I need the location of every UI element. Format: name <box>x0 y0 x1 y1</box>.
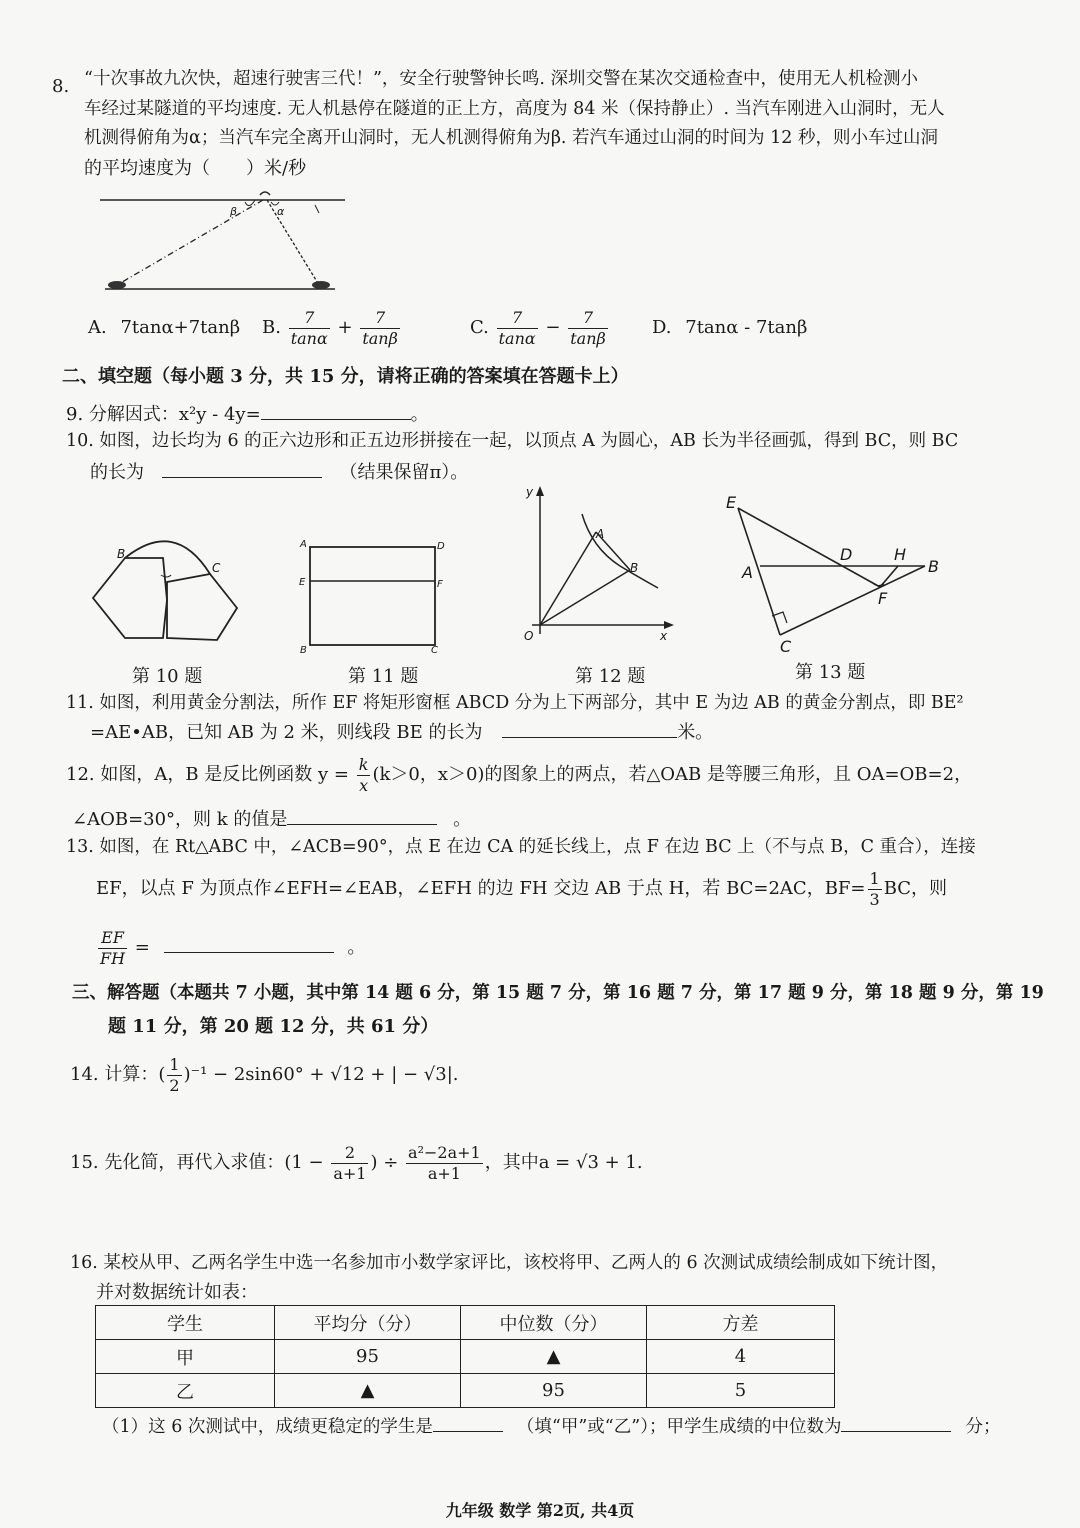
q8-drone-figure <box>95 185 355 300</box>
q8-line4: 的平均速度为（ ）米/秒 <box>84 158 307 179</box>
q13-fraction: $\frac{1}{3}$ <box>869 868 880 909</box>
fig11-label-d: D <box>437 541 445 552</box>
fig12-label-a: A <box>596 527 605 541</box>
option-c-frac1: $\frac{7}{\tan\alpha}$ <box>498 307 536 348</box>
q8-line1: “十次事故九次快，超速行驶害三代！”，安全行驶警钟长鸣. 深圳交警在某次交通检查中，使用无人机检测小 <box>84 69 919 89</box>
q13-answer-end: 。 <box>347 937 366 958</box>
q8-line3: 机测得俯角为α；当汽车完全离开山洞时，无人机测得俯角为β. 若汽车通过山洞的时间为 12 秒，则小车过山洞 <box>84 128 938 148</box>
option-b-op: + <box>337 317 353 338</box>
sight-line-beta <box>117 200 263 285</box>
section2-title: 二、填空题（每小题 3 分，共 15 分，请将正确的答案填在答题卡上） <box>62 366 629 387</box>
figure-13 <box>720 490 950 655</box>
figure-10 <box>85 530 255 655</box>
q16-sub1-pre: （1）这 6 次测试中，成绩更稳定的学生是 <box>102 1417 433 1437</box>
fig13-label-d: D <box>840 545 853 564</box>
table-cell: 乙 <box>96 1374 275 1408</box>
fig11-label-a: A <box>300 539 307 550</box>
q12-line2-pre: ∠AOB=30°，则 k 的值是 <box>72 809 288 830</box>
q13-answer-fraction: $\frac{EF}{FH}$ <box>100 927 126 968</box>
q15-fraction2: $\frac{\text{a²−2a+1}}{a+1}$ <box>408 1142 481 1183</box>
q11-line1: 11. 如图，利用黄金分割法，所作 EF 将矩形窗框 ABCD 分为上下两部分，其中 E 为边 AB 的黄金分割点，即 BE² <box>66 693 964 713</box>
fig13-label-b: B <box>928 557 939 576</box>
figure-12-caption: 第 12 题 <box>575 666 646 687</box>
rectangle-abcd <box>310 547 435 645</box>
q8-option-a <box>88 313 240 343</box>
fig12-label-b: B <box>630 561 639 575</box>
figure-11-caption: 第 11 题 <box>348 666 419 687</box>
car-left-icon <box>108 281 126 289</box>
pentagon-shape <box>167 574 237 640</box>
q13-answer-line <box>96 925 365 971</box>
option-b-label: B. <box>262 317 281 338</box>
q10-line2-post: （结果保留π）。 <box>339 462 469 483</box>
page-footer: 九年级 数学 第2页, 共4页 <box>445 1501 635 1520</box>
q8-number: 8. <box>52 76 70 97</box>
q8-line2: 车经过某隧道的平均速度. 无人机悬停在隧道的正上方，高度为 84 米（保持静止）. 当汽车刚进入山洞时，无人 <box>84 99 945 119</box>
q16-sub1-post: 分； <box>965 1417 1001 1437</box>
sight-line-alpha <box>267 200 319 285</box>
tunnel-mark-icon <box>315 205 319 213</box>
q15-mid: ) ÷ <box>370 1152 399 1173</box>
q14-post: )⁻¹ − 2sin60° + √12 + | − √3|. <box>183 1064 459 1085</box>
q13-line2-pre: EF，以点 F 为顶点作∠EFH=∠EAB，∠EFH 的边 FH 交边 AB 于点 H，若 BC=2AC，BF= <box>96 878 866 899</box>
table-header-cell: 学生 <box>96 1306 275 1340</box>
q8-option-b <box>262 300 402 355</box>
table-header-cell: 平均分（分） <box>275 1306 461 1340</box>
q12-answer-blank[interactable] <box>287 806 437 825</box>
segment-oa <box>540 532 596 625</box>
q9-answer-blank[interactable] <box>261 401 411 420</box>
q15-post: ，其中a = √3 + 1. <box>484 1152 643 1173</box>
option-c-label: C. <box>470 317 489 338</box>
figure-11 <box>295 535 450 660</box>
fig13-label-f: F <box>878 589 888 608</box>
section3-line2: 题 11 分，第 20 题 12 分，共 61 分） <box>108 1016 439 1037</box>
q16-stats-table <box>95 1305 835 1408</box>
q15-fraction1: $\frac{2}{a+1}$ <box>333 1142 367 1183</box>
q10-line2 <box>90 458 468 488</box>
table-header-cell: 中位数（分） <box>461 1306 647 1340</box>
option-a-text: 7tanα+7tanβ <box>120 317 241 338</box>
option-c-frac2: $\frac{7}{\tan\beta}$ <box>570 307 606 348</box>
q12-line1-pre: 12. 如图，A，B 是反比例函数 y = <box>66 764 349 785</box>
segment-ef <box>738 508 880 587</box>
option-b-frac2: $\frac{7}{\tan\beta}$ <box>362 307 398 348</box>
q9-text: 9. 分解因式：x²y - 4y= <box>66 404 261 425</box>
option-d-label: D. <box>652 317 672 338</box>
option-b-frac1: $\frac{7}{\tan\alpha}$ <box>290 307 328 348</box>
table-row <box>96 1374 835 1408</box>
figure-12 <box>510 482 680 652</box>
option-a-label: A. <box>88 317 107 338</box>
fig13-label-a: A <box>742 563 753 582</box>
q10-answer-blank[interactable] <box>162 459 322 478</box>
q16-sub1 <box>102 1412 1000 1442</box>
q13-line1: 13. 如图，在 Rt△ABC 中，∠ACB=90°，点 E 在边 CA 的延长线上，点 F 在边 BC 上（不与点 B，C 重合），连接 <box>66 837 976 857</box>
figure-10-caption: 第 10 题 <box>132 666 203 687</box>
q9-end: 。 <box>410 404 429 425</box>
table-cell: 95 <box>461 1374 647 1408</box>
segment-cb <box>780 566 925 635</box>
table-header-cell: 方差 <box>647 1306 835 1340</box>
table-row <box>96 1340 835 1374</box>
fig10-label-b: B <box>117 547 126 561</box>
fig13-label-e: E <box>726 493 737 512</box>
q10-line1: 10. 如图，边长均为 6 的正六边形和正五边形拼接在一起，以顶点 A 为圆心，AB 长为半径画弧，得到 BC，则 BC <box>66 431 959 451</box>
table-header-row <box>96 1306 835 1340</box>
fig13-label-c: C <box>780 637 792 655</box>
fig13-label-h: H <box>894 545 907 564</box>
fig10-label-c: C <box>212 561 221 575</box>
fig11-label-b: B <box>300 645 307 656</box>
x-axis-arrow-icon <box>664 621 674 629</box>
fig12-label-o: O <box>524 629 534 643</box>
q11-line2-pre: =AE•AB，已知 AB 为 2 米，则线段 BE 的长为 <box>90 722 483 743</box>
q11-answer-blank[interactable] <box>502 719 677 738</box>
option-c-op: − <box>545 317 561 338</box>
q14-fraction: $\frac{1}{2}$ <box>169 1054 180 1095</box>
label-alpha: α <box>277 205 285 218</box>
q12-line2-post: 。 <box>453 809 472 830</box>
q8-option-c <box>470 300 610 355</box>
table-cell: ▲ <box>461 1340 647 1374</box>
q12-fraction: $\frac{k}{x}$ <box>358 754 369 795</box>
q12-line1-post: (k＞0，x＞0)的图象上的两点，若△OAB 是等腰三角形，且 OA=OB=2， <box>372 764 973 785</box>
y-axis-arrow-icon <box>536 486 544 496</box>
figure-13-caption: 第 13 题 <box>795 662 866 683</box>
q12-line2 <box>72 805 471 835</box>
fig12-label-x: x <box>660 629 668 643</box>
fig11-label-f: F <box>437 579 443 590</box>
angle-arc-beta <box>245 200 255 206</box>
q16-line2: 并对数据统计如表： <box>96 1282 258 1303</box>
section3-line1: 三、解答题（本题共 7 小题，其中第 14 题 6 分，第 15 题 7 分，第 16 题 7 分，第 17 题 9 分，第 18 题 9 分，第 19 <box>72 983 1044 1003</box>
table-cell: ▲ <box>275 1374 461 1408</box>
fig11-label-e: E <box>299 577 306 588</box>
table-cell: 95 <box>275 1340 461 1374</box>
q11-line2 <box>90 718 713 748</box>
q15 <box>70 1140 643 1186</box>
q16-line1: 16. 某校从甲、乙两名学生中选一名参加市小数学家评比，该校将甲、乙两人的 6 次测试成绩绘制成如下统计图， <box>70 1253 949 1273</box>
q13-line2-post: BC，则 <box>883 878 948 899</box>
angle-mark <box>161 575 171 577</box>
q12-line1 <box>66 752 972 798</box>
q8-option-d <box>652 313 807 343</box>
car-right-icon <box>312 281 330 289</box>
q13-line2 <box>96 866 947 912</box>
table-cell: 4 <box>647 1340 835 1374</box>
q16-sub1-mid: （填“甲”或“乙”）；甲学生成绩的中位数为 <box>516 1417 842 1437</box>
fig12-label-y: y <box>526 485 534 499</box>
option-d-text: 7tanα - 7tanβ <box>685 317 808 338</box>
q16-sub1-blank2[interactable] <box>841 1413 951 1432</box>
drone-icon <box>260 192 270 195</box>
q14-pre: 14. 计算：( <box>70 1064 166 1085</box>
q16-sub1-blank1[interactable] <box>433 1413 503 1432</box>
table-cell: 甲 <box>96 1340 275 1374</box>
q14 <box>70 1052 459 1098</box>
fig11-label-c: C <box>431 645 438 656</box>
q13-answer-eq: = <box>134 937 150 958</box>
hexagon-shape <box>93 558 167 638</box>
table-cell: 5 <box>647 1374 835 1408</box>
q15-pre: 15. 先化简，再代入求值：(1 − <box>70 1152 324 1173</box>
q10-line2-pre: 的长为 <box>90 462 144 483</box>
segment-ob <box>540 570 630 625</box>
q11-line2-post: 米。 <box>677 722 714 743</box>
label-beta: β <box>230 205 238 218</box>
q13-answer-blank[interactable] <box>164 934 334 953</box>
